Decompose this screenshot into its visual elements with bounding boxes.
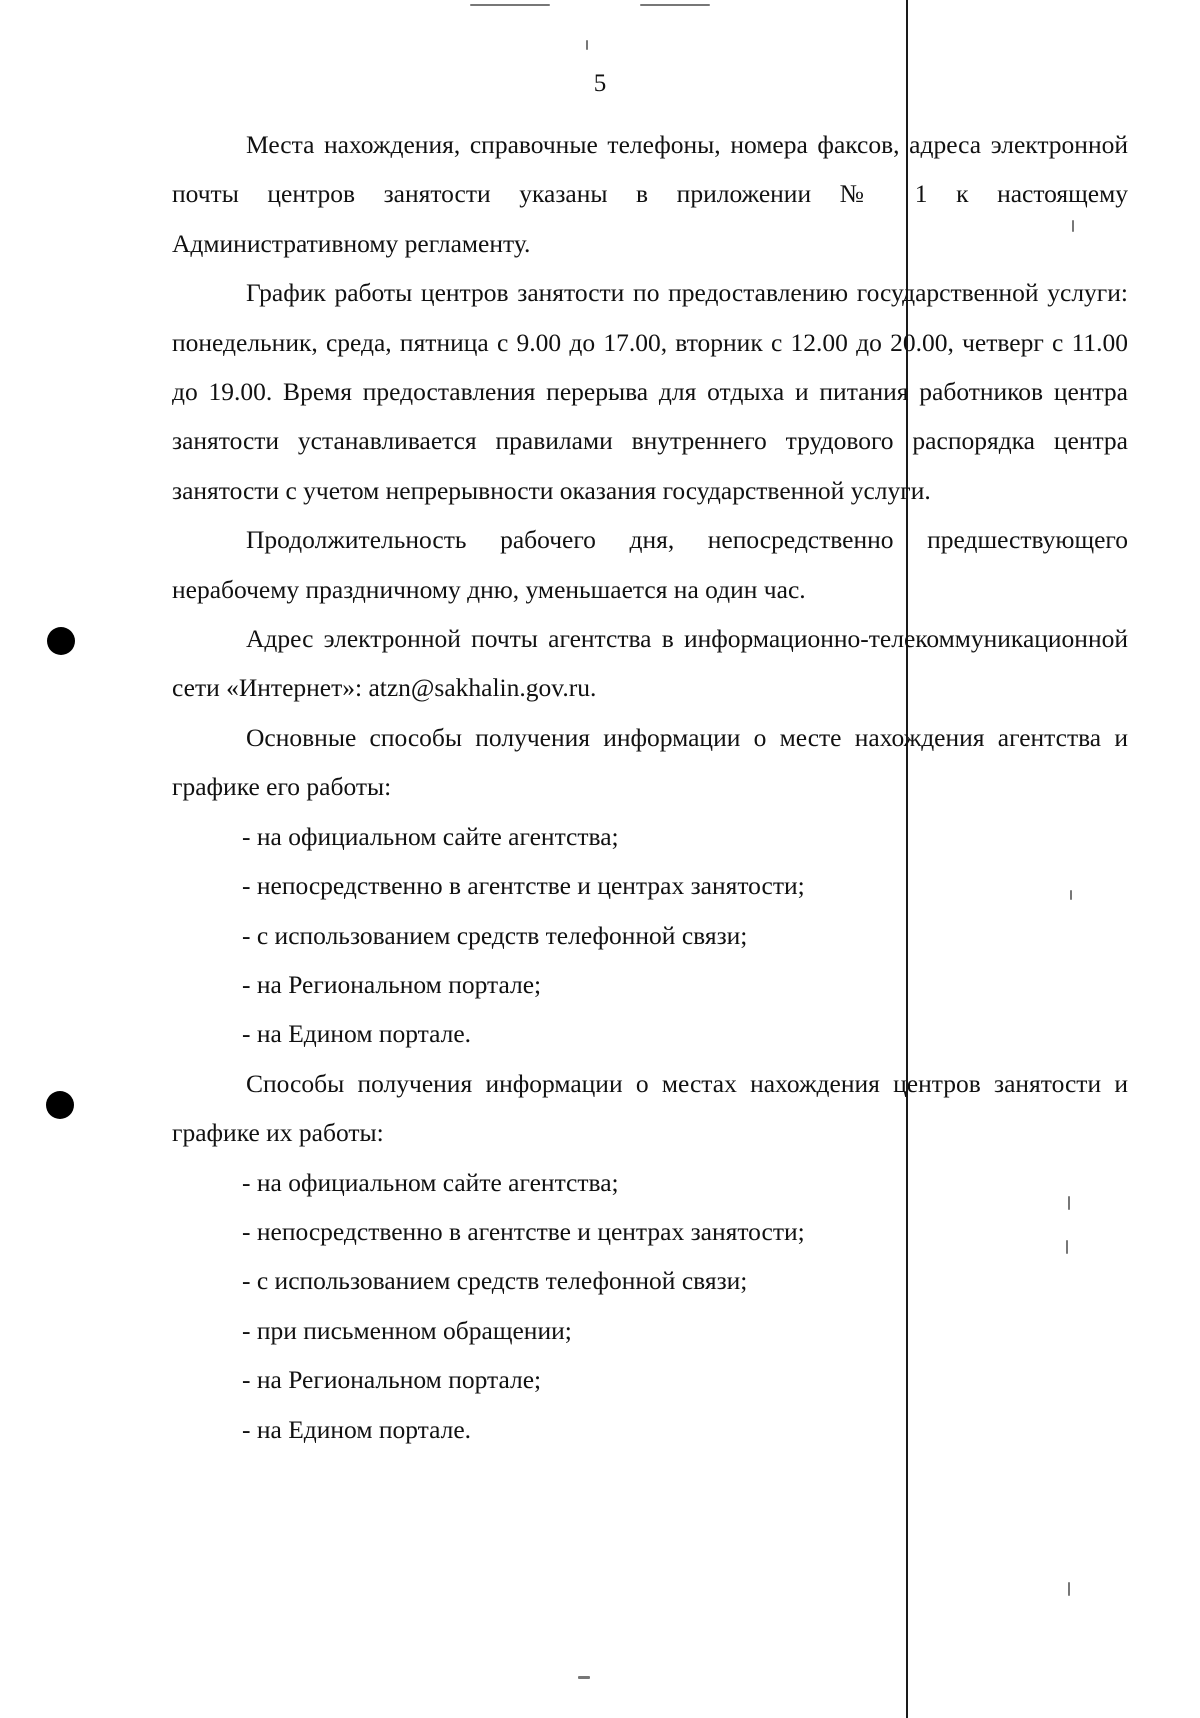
list-item: - непосредственно в агентстве и центрах занятости; <box>242 871 805 901</box>
list-item: - на официальном сайте агентства; <box>242 821 619 851</box>
scan-speck <box>470 4 550 6</box>
page-number: 5 <box>593 70 607 97</box>
list-centers-methods <box>172 1158 1128 1454</box>
paragraph-pre-holiday: Продолжительность рабочего дня, непосредственно предшествующего нерабочему праздничному дню, уменьшается на один час. <box>172 525 1128 604</box>
scan-speck <box>640 4 710 6</box>
scan-speck <box>586 40 588 50</box>
list-item: - с использованием средств телефонной связи; <box>242 920 748 950</box>
paragraph-agency-info-methods: Основные способы получения информации о месте нахождения агентства и графике его работы: <box>172 722 1128 802</box>
paragraph-schedule: График работы центров занятости по предоставлению государственной услуги: понедельник, среда, пятница с 9.00 до 17.00, вторник с 12.00 до 20.00, четверг с 11.00 до 19.00. Время предоставления перерыва для отдыха и питания работников центра занятости устанавливается правилами внутреннего трудового распорядка центра занятости с учетом непрерывности оказания государственной услуги. <box>172 278 1128 505</box>
paragraph-centers-info-methods: Способы получения информации о местах нахождения центров занятости и графике их работы: <box>172 1068 1128 1148</box>
list-item: - на Региональном портале; <box>242 1365 542 1395</box>
paragraph-email: Адрес электронной почты агентства в информационно-телекоммуникационной сети «Интернет»: atzn@sakhalin.gov.ru. <box>172 624 1128 703</box>
list-item: - на официальном сайте агентства; <box>242 1167 619 1197</box>
paragraph-contacts: Места нахождения, справочные телефоны, номера факсов, адреса электронной почты центров занятости указаны в приложении № 1 к настоящему Административному регламенту. <box>172 130 1128 258</box>
list-item: - на Едином портале. <box>242 1019 472 1049</box>
scan-speck <box>1068 1582 1070 1596</box>
scan-speck <box>578 1676 590 1679</box>
punch-hole-mark <box>47 627 75 655</box>
list-item: - на Едином портале. <box>242 1414 472 1444</box>
punch-hole-mark <box>46 1091 74 1119</box>
list-agency-methods <box>172 812 1128 1059</box>
list-item: - при письменном обращении; <box>242 1315 572 1345</box>
list-item: - с использованием средств телефонной связи; <box>242 1266 748 1296</box>
list-item: - непосредственно в агентстве и центрах занятости; <box>242 1216 805 1246</box>
list-item: - на Региональном портале; <box>242 969 542 999</box>
document-body <box>172 120 1128 1454</box>
